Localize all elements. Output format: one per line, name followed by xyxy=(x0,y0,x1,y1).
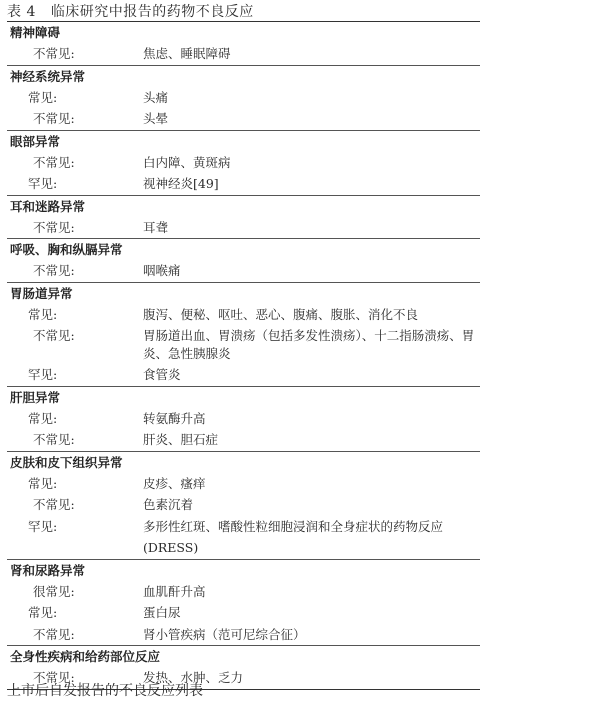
reaction-row xyxy=(7,87,480,109)
reaction-list: 头晕 xyxy=(143,111,169,126)
frequency-label: 不常见: xyxy=(33,219,75,235)
reaction-row xyxy=(7,494,480,516)
reaction-row xyxy=(7,602,480,624)
frequency-label: 常见: xyxy=(28,410,58,426)
frequency-label: 罕见: xyxy=(28,518,58,534)
reaction-list: 耳聋 xyxy=(143,219,169,235)
organ-class-section xyxy=(7,387,480,452)
frequency-label: 常见: xyxy=(28,605,58,620)
organ-class-section xyxy=(7,283,480,387)
table-number: 表 4 xyxy=(7,4,36,20)
frequency-label: 不常见: xyxy=(33,154,75,170)
organ-class-title: 皮肤和皮下组织异常 xyxy=(10,454,123,470)
reaction-row xyxy=(7,624,480,646)
reaction-list: 转氨酶升高 xyxy=(143,410,206,426)
reaction-list: 皮疹、瘙痒 xyxy=(143,475,206,491)
reaction-list: 食管炎 xyxy=(143,367,181,382)
reaction-list: 视神经炎[49] xyxy=(143,176,219,191)
reaction-list: 色素沉着 xyxy=(143,497,194,512)
reaction-row xyxy=(7,473,480,495)
organ-class-title: 精神障碍 xyxy=(10,25,61,40)
frequency-label: 罕见: xyxy=(28,176,58,191)
reaction-row xyxy=(7,260,480,282)
reaction-row xyxy=(7,429,480,451)
reaction-row xyxy=(7,325,480,364)
reaction-row xyxy=(7,217,480,239)
organ-class-title: 神经系统异常 xyxy=(10,68,86,84)
organ-class-section xyxy=(7,131,480,196)
reaction-list: 肝炎、胆石症 xyxy=(143,432,219,447)
reaction-list: 咽喉痛 xyxy=(143,263,181,278)
reaction-row xyxy=(7,516,480,559)
frequency-label: 不常见: xyxy=(33,111,75,126)
reaction-list: 头痛 xyxy=(143,89,169,105)
frequency-label: 很常见: xyxy=(33,583,75,599)
frequency-label: 不常见: xyxy=(33,263,75,278)
frequency-label: 常见: xyxy=(28,475,58,491)
organ-class-title: 胃肠道异常 xyxy=(10,285,73,301)
frequency-label: 不常见: xyxy=(33,46,75,61)
reaction-list: 胃肠道出血、胃溃疡（包括多发性溃疡）、十二指肠溃疡、胃炎、急性胰腺炎 xyxy=(143,328,475,361)
organ-class-title: 呼吸、胸和纵膈异常 xyxy=(10,242,123,257)
organ-class-section xyxy=(7,196,480,240)
adverse-reaction-table xyxy=(7,21,480,690)
organ-class-section xyxy=(7,239,480,283)
organ-class-title: 肝胆异常 xyxy=(10,389,61,405)
table-title: 临床研究中报告的药物不良反应 xyxy=(50,4,254,20)
organ-class-section xyxy=(7,66,480,131)
organ-class-section xyxy=(7,452,480,560)
frequency-label: 不常见: xyxy=(33,432,75,447)
reaction-row xyxy=(7,408,480,430)
reaction-row xyxy=(7,173,480,195)
organ-class-section xyxy=(7,22,480,66)
reaction-row xyxy=(7,152,480,174)
reaction-list: 焦虑、睡眠障碍 xyxy=(143,46,231,61)
reaction-list: 多形性红斑、嗜酸性粒细胞浸润和全身症状的药物反应(DRESS) xyxy=(143,518,444,555)
frequency-label: 不常见: xyxy=(33,626,75,642)
table-caption xyxy=(7,1,254,21)
reaction-row xyxy=(7,364,480,386)
reaction-list: 发热、水肿、乏力 xyxy=(143,670,244,685)
reaction-row xyxy=(7,581,480,603)
organ-class-title: 肾和尿路异常 xyxy=(10,562,86,578)
organ-class-section xyxy=(7,560,480,647)
reaction-row xyxy=(7,304,480,326)
frequency-label: 罕见: xyxy=(28,367,58,382)
section-heading: 上市后自发报告的不良反应列表 xyxy=(7,683,203,699)
frequency-label: 常见: xyxy=(28,89,58,105)
organ-class-title: 全身性疾病和给药部位反应 xyxy=(10,649,161,664)
reaction-list: 白内障、黄斑病 xyxy=(143,154,231,170)
frequency-label: 不常见: xyxy=(33,497,75,512)
reaction-list: 腹泻、便秘、呕吐、恶心、腹痛、腹胀、消化不良 xyxy=(143,306,419,322)
organ-class-title: 眼部异常 xyxy=(10,133,61,149)
reaction-row xyxy=(7,108,480,130)
frequency-label: 不常见: xyxy=(33,670,75,685)
reaction-list: 蛋白尿 xyxy=(143,605,181,620)
frequency-label: 不常见: xyxy=(33,328,75,343)
reaction-list: 肾小管疾病（范可尼综合征） xyxy=(143,626,306,642)
frequency-label: 常见: xyxy=(28,306,58,322)
reaction-row xyxy=(7,43,480,65)
reaction-list: 血肌酐升高 xyxy=(143,583,206,599)
organ-class-title: 耳和迷路异常 xyxy=(10,198,86,214)
